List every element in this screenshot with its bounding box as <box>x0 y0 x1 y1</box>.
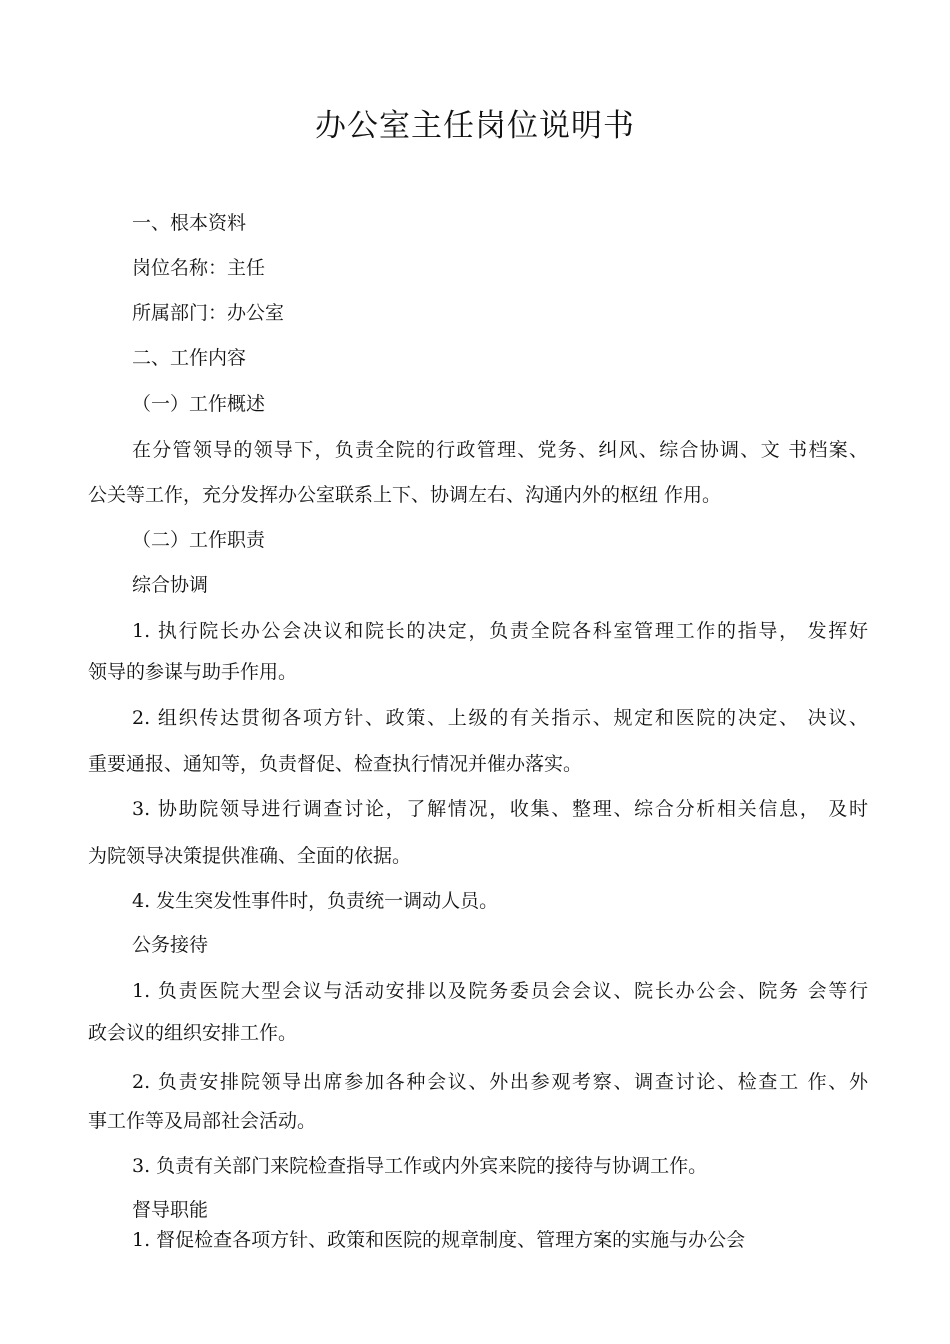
coordination-item-1-cont: 领导的参谋与助手作用。 <box>88 661 298 683</box>
duty-group-heading-supervision: 督导职能 <box>132 1199 209 1221</box>
section-heading-work-content: 二、工作内容 <box>132 347 247 369</box>
coordination-item-2: 2. 组织传达贯彻各项方针、政策、上级的有关指示、规定和医院的决定、 决议、 <box>132 707 868 729</box>
overview-paragraph-line: 在分管领导的领导下，负责全院的行政管理、党务、纠风、综合协调、文 书档案、 <box>132 439 868 461</box>
section-heading-basic-info: 一、根本资料 <box>132 212 247 234</box>
reception-item-1-cont: 政会议的组织安排工作。 <box>88 1022 298 1044</box>
duty-group-heading-reception: 公务接待 <box>132 934 209 956</box>
reception-item-2-cont: 事工作等及局部社会活动。 <box>88 1110 317 1132</box>
overview-paragraph-line: 公关等工作，充分发挥办公室联系上下、协调左右、沟通内外的枢纽 作用。 <box>88 484 722 506</box>
coordination-item-3: 3. 协助院领导进行调查讨论，了解情况，收集、整理、综合分析相关信息， 及时 <box>132 798 868 820</box>
coordination-item-4: 4. 发生突发性事件时，负责统一调动人员。 <box>132 890 499 912</box>
coordination-item-1: 1. 执行院长办公会决议和院长的决定，负责全院各科室管理工作的指导， 发挥好 <box>132 620 868 642</box>
department-line: 所属部门：办公室 <box>132 302 285 324</box>
document-title: 办公室主任岗位说明书 <box>315 108 635 144</box>
reception-item-1: 1. 负责医院大型会议与活动安排以及院务委员会会议、院长办公会、院务 会等行 <box>132 980 868 1002</box>
subsection-heading-duties: （二）工作职责 <box>132 529 266 551</box>
duty-group-heading-coordination: 综合协调 <box>132 574 209 596</box>
coordination-item-3-cont: 为院领导决策提供准确、全面的依据。 <box>88 845 412 867</box>
reception-item-3: 3. 负责有关部门来院检查指导工作或内外宾来院的接待与协调工作。 <box>132 1155 708 1177</box>
reception-item-2: 2. 负责安排院领导出席参加各种会议、外出参观考察、调查讨论、检查工 作、外 <box>132 1071 868 1093</box>
subsection-heading-overview: （一）工作概述 <box>132 393 266 415</box>
coordination-item-2-cont: 重要通报、通知等，负责督促、检查执行情况并催办落实。 <box>88 753 583 775</box>
position-name-line: 岗位名称：主任 <box>132 257 266 279</box>
supervision-item-1: 1. 督促检查各项方针、政策和医院的规章制度、管理方案的实施与办公会 <box>132 1229 746 1251</box>
